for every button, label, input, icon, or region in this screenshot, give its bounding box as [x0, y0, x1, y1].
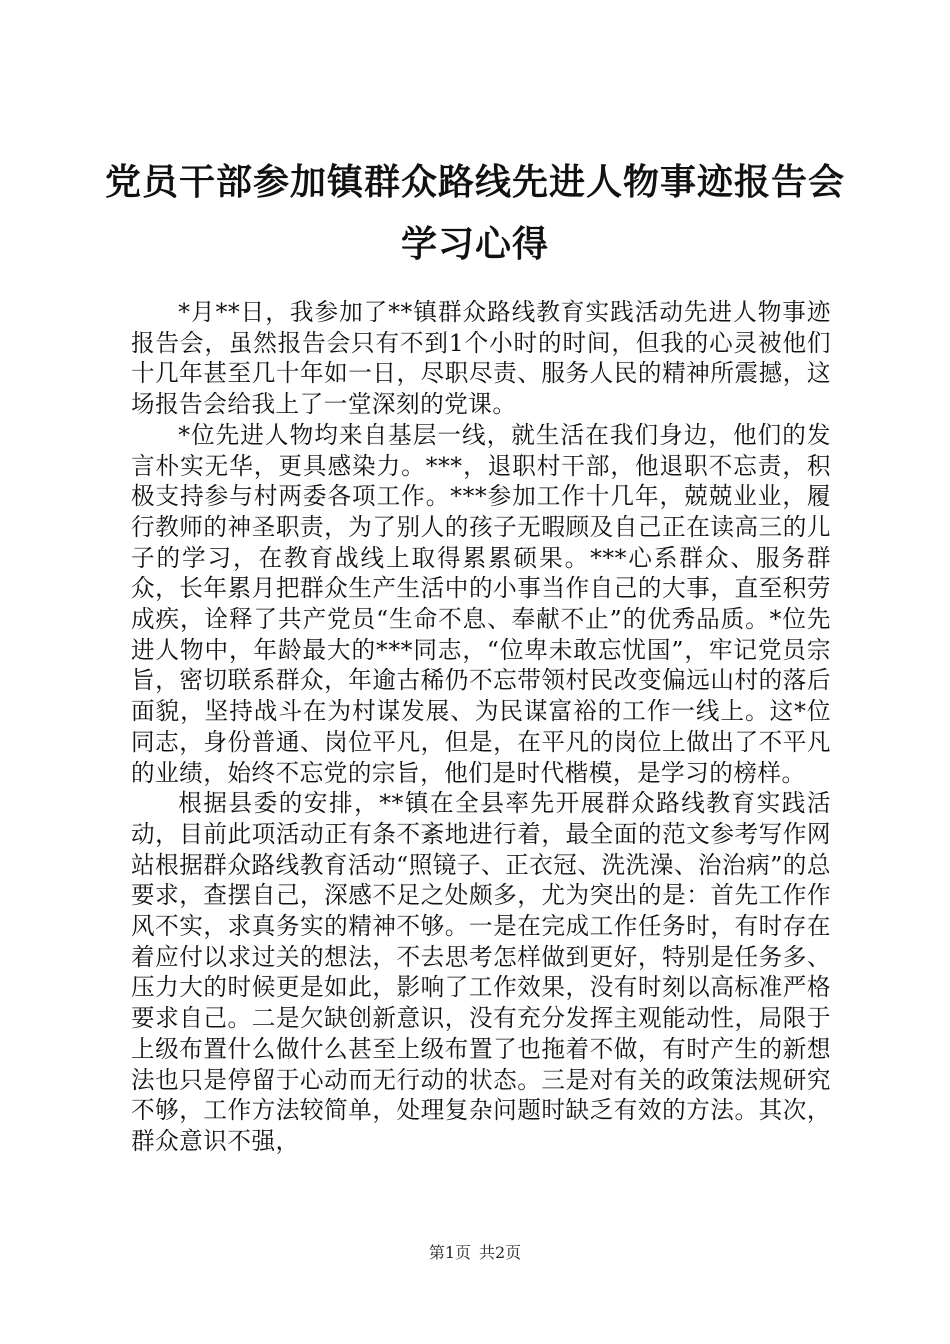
- page-number-total: 共2页: [479, 1243, 522, 1262]
- page-footer: [0, 1243, 950, 1263]
- document-title-line2: 学习心得: [400, 224, 549, 265]
- paragraph-1: *月**日，我参加了**镇群众路线教育实践活动先进人物事迹报告会，虽然报告会只有不到1个小时的时间，但我的心灵被他们十几年甚至几十年如一日，尽职尽责、服务人民的精神所震撼，这场报告会给我上了一堂深刻的党课。: [131, 298, 831, 419]
- page-number-current: 第1页: [428, 1243, 471, 1262]
- document-body: [131, 297, 831, 1157]
- document-title-line1: 党员干部参加镇群众路线先进人物事迹报告会: [104, 162, 845, 203]
- paragraph-2: *位先进人物均来自基层一线，就生活在我们身边，他们的发言朴实无华，更具感染力。***，退职村干部，他退职不忘责，积极支持参与村两委各项工作。***参加工作十几年，兢兢业业，履行教师的神圣职责，为了别人的孩子无暇顾及自己正在读高三的儿子的学习，在教育战线上取得累累硕果。***心系群众、服务群众，长年累月把群众生产生活中的小事当作自己的大事，直至积劳成疾，诠释了共产党员“生命不息、奉献不止”的优秀品质。*位先进人物中，年龄最大的***同志，“位卑未敢忘忧国”，牢记党员宗旨，密切联系群众，年逾古稀仍不忘带领村民改变偏远山村的落后面貌，坚持战斗在为村谋发展、为民谋富裕的工作一线上。这*位同志，身份普通、岗位平凡，但是，在平凡的岗位上做出了不平凡的业绩，始终不忘党的宗旨，他们是时代楷模，是学习的榜样。: [131, 420, 831, 787]
- paragraph-3: 根据县委的安排，**镇在全县率先开展群众路线教育实践活动，目前此项活动正有条不紊地进行着，最全面的范文参考写作网站根据群众路线教育活动“照镜子、正衣冠、洗洗澡、治治病”的总要求，查摆自己，深感不足之处颇多，尤为突出的是：首先工作作风不实，求真务实的精神不够。一是在完成工作任务时，有时存在着应付以求过关的想法，不去思考怎样做到更好，特别是任务多、压力大的时候更是如此，影响了工作效果，没有时刻以高标准严格要求自己。二是欠缺创新意识，没有充分发挥主观能动性，局限于上级布置什么做什么甚至上级布置了也拖着不做，有时产生的新想法也只是停留于心动而无行动的状态。三是对有关的政策法规研究不够，工作方法较简单，处理复杂问题时缺乏有效的方法。其次，群众意识不强，: [131, 789, 831, 1155]
